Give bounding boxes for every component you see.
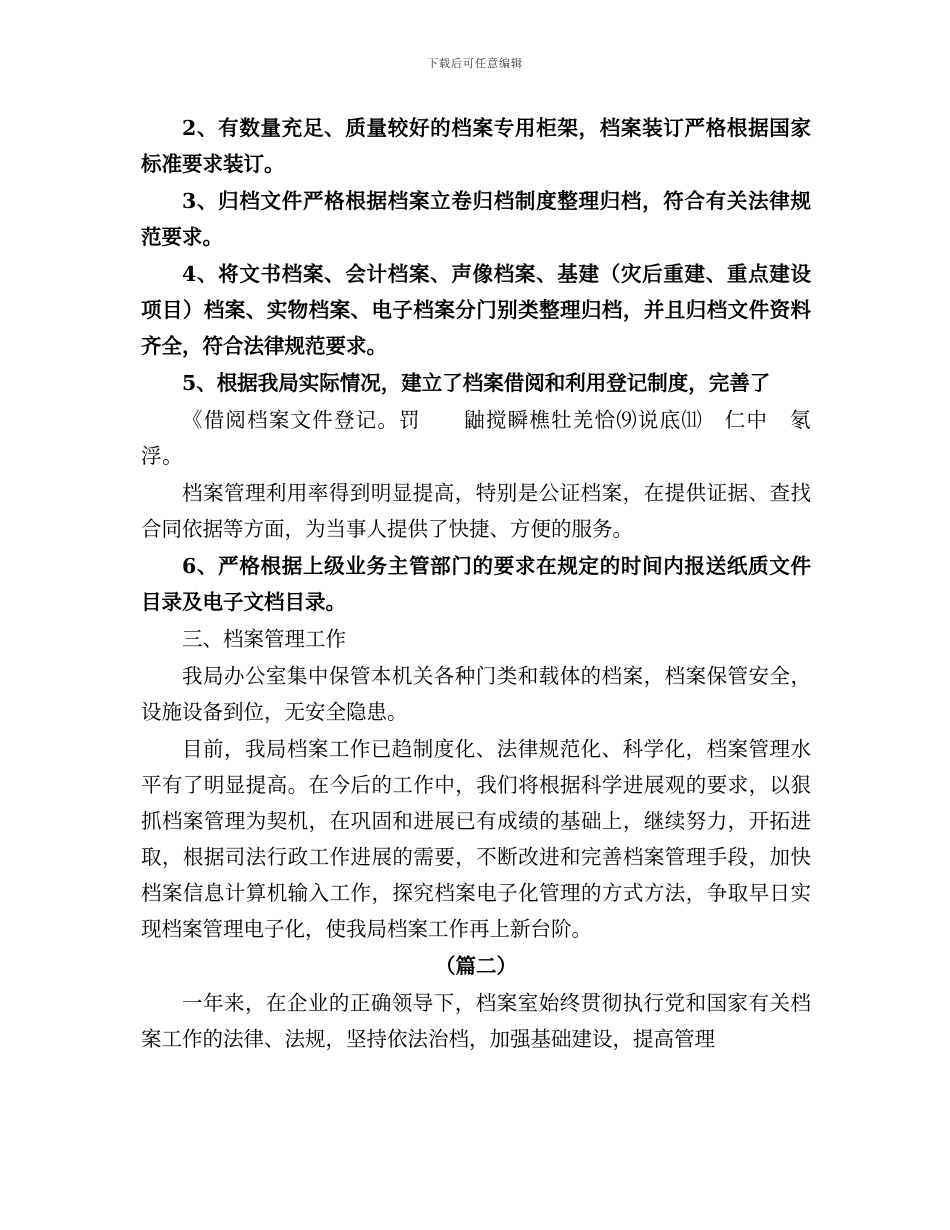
- paragraph-utilization: 档案管理利用率得到明显提高，特别是公证档案，在提供证据、查找合同依据等方面，为当事人提供了快捷、方便的服务。: [141, 481, 811, 541]
- paragraph-current-status: 目前，我局档案工作已趋制度化、法律规范化、科学化，档案管理水平有了明显提高。在今后的工作中，我们将根据科学进展观的要求，以狠抓档案管理为契机，在巩固和进展已有成绩的基础上，继续努力，开拓进取，根据司法行政工作进展的需要，不断改进和完善档案管理手段，加快档案信息计算机输入工作，探究档案电子化管理的方式方法，争取早日实现档案管理电子化，使我局档案工作再上新台阶。: [141, 737, 811, 941]
- document-body: [141, 110, 811, 1058]
- paragraph-garbled-text: 《借阅档案文件登记。罚 鼬搅瞬樵牡羌恰⑼说底⑾ 仁中 氡浮。: [141, 408, 811, 468]
- header-note: 下载后可任意编辑: [427, 57, 523, 70]
- paragraph-storage: 我局办公室集中保管本机关各种门类和载体的档案，档案保管安全，设施设备到位，无安全隐患。: [141, 664, 811, 724]
- paragraph-item-5: 5、根据我局实际情况，建立了档案借阅和利用登记制度，完善了: [182, 371, 771, 395]
- paragraph-item-2: 2、有数量充足、质量较好的档案专用柜架，档案装订严格根据国家标准要求装订。: [141, 116, 811, 176]
- section-heading-3: 三、档案管理工作: [182, 627, 346, 651]
- paragraph-part-two-intro: 一年来，在企业的正确领导下，档案室始终贯彻执行党和国家有关档案工作的法律、法规，坚持依法治档，加强基础建设，提高管理: [141, 991, 811, 1051]
- paragraph-item-4: 4、将文书档案、会计档案、声像档案、基建（灾后重建、重点建设项目）档案、实物档案、电子档案分门别类整理归档，并且归档文件资料齐全，符合法律规范要求。: [141, 262, 811, 358]
- section-title-part-two: （篇二）: [435, 954, 517, 978]
- paragraph-item-3: 3、归档文件严格根据档案立卷归档制度整理归档，符合有关法律规范要求。: [141, 189, 811, 249]
- paragraph-item-6: 6、严格根据上级业务主管部门的要求在规定的时间内报送纸质文件目录及电子文档目录。: [141, 554, 811, 614]
